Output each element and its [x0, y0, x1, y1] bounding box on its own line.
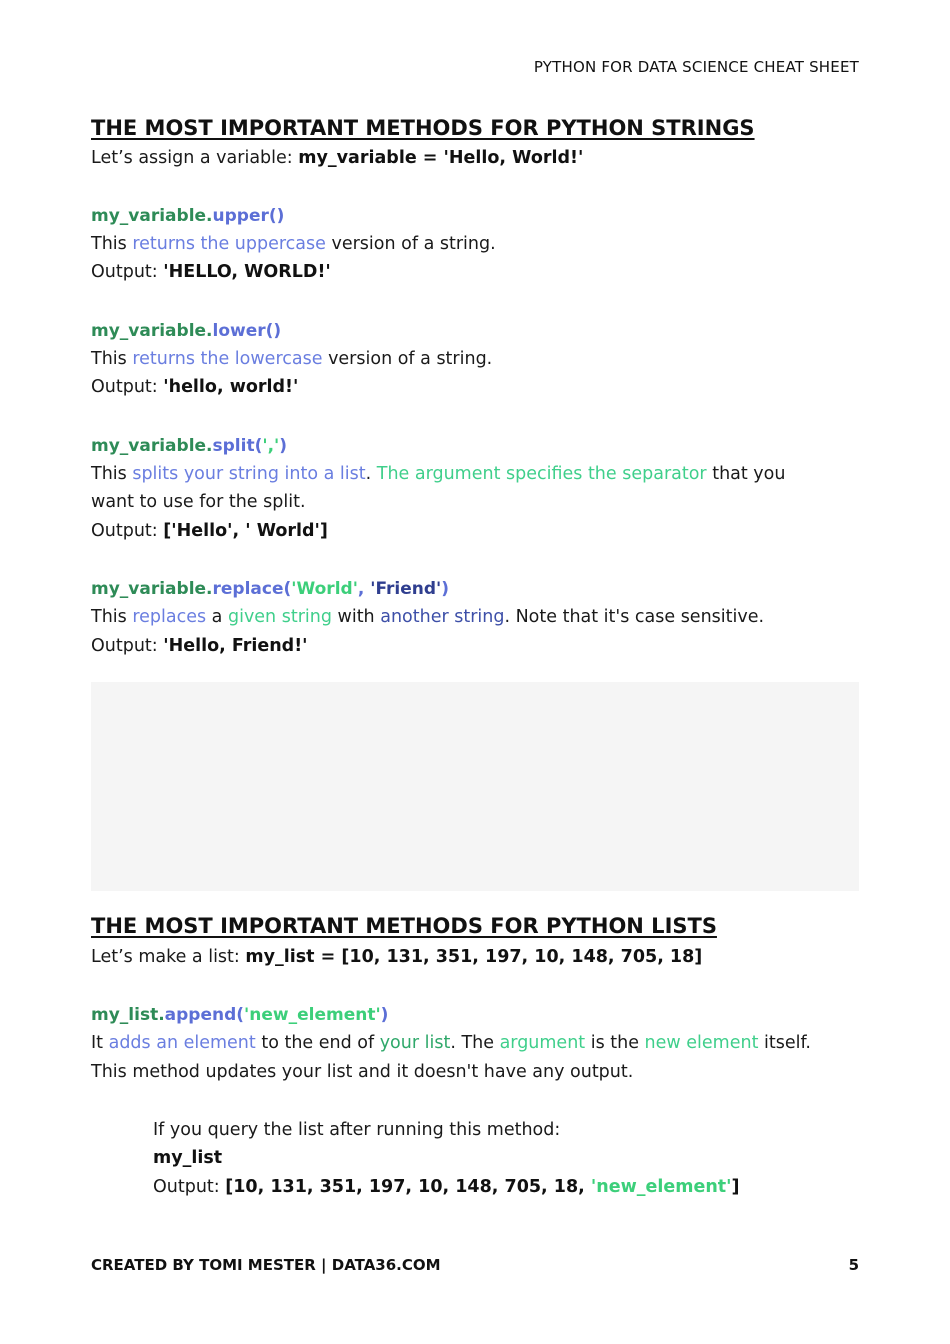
append-desc-highlight: argument [499, 1033, 586, 1053]
split-code-argument: ',' [262, 436, 280, 456]
append-output-new-element: 'new_element' [590, 1177, 732, 1197]
split-desc-highlight: splits your string into a list [132, 464, 366, 484]
lower-output-value: 'hello, world!' [163, 377, 299, 397]
append-desc-part: It [91, 1033, 109, 1053]
replace-method-code [91, 579, 449, 599]
split-code-object: my_variable. [91, 436, 213, 456]
replace-desc-highlight: another string [380, 607, 505, 627]
upper-method-code [91, 206, 284, 226]
upper-desc-part: This [91, 234, 133, 254]
append-desc-part: to the end of [255, 1033, 380, 1053]
lower-description [91, 349, 492, 369]
split-output [91, 521, 328, 541]
split-desc-highlight: The argument specifies the separator [376, 464, 707, 484]
strings-intro-code: my_variable = 'Hello, World!' [298, 148, 584, 168]
upper-output [91, 262, 331, 282]
split-method-code [91, 436, 287, 456]
lower-desc-part: version of a string. [322, 349, 493, 369]
replace-desc-part: . Note that it's case sensitive. [504, 607, 765, 627]
lower-output [91, 377, 298, 397]
replace-code-close: ) [441, 579, 450, 599]
upper-code-method: upper() [212, 206, 285, 226]
append-description [91, 1033, 811, 1053]
replace-code-object: my_variable. [91, 579, 213, 599]
append-output-close: ] [731, 1177, 740, 1197]
split-desc-part: . [365, 464, 377, 484]
replace-desc-part: This [91, 607, 133, 627]
append-code-method: append( [164, 1005, 245, 1025]
upper-output-label: Output: [91, 262, 164, 282]
append-output-label: Output: [153, 1177, 226, 1197]
append-desc-highlight: adds an element [108, 1033, 256, 1053]
replace-code-arg1: 'World' [291, 579, 358, 599]
replace-output [91, 636, 308, 656]
replace-desc-part: a [206, 607, 228, 627]
append-output-value: [10, 131, 351, 197, 10, 148, 705, 18, [225, 1177, 591, 1197]
lower-code-method: lower() [212, 321, 282, 341]
split-desc-part: that you [706, 464, 786, 484]
replace-output-value: 'Hello, Friend!' [163, 636, 308, 656]
append-desc-highlight: your list [379, 1033, 451, 1053]
append-description-cont: This method updates your list and it doesn't have any output. [91, 1062, 634, 1082]
replace-desc-part: with [331, 607, 381, 627]
split-output-value: ['Hello', ' World'] [163, 521, 328, 541]
lower-code-object: my_variable. [91, 321, 213, 341]
append-query-code: my_list [153, 1148, 223, 1168]
replace-output-label: Output: [91, 636, 164, 656]
split-code-close: ) [279, 436, 288, 456]
page-header-title: PYTHON FOR DATA SCIENCE CHEAT SHEET [533, 58, 859, 76]
strings-intro [91, 148, 583, 168]
split-description [91, 464, 785, 484]
append-code-object: my_list. [91, 1005, 165, 1025]
lower-method-code [91, 321, 281, 341]
append-desc-highlight: new element [644, 1033, 759, 1053]
append-method-code [91, 1005, 388, 1025]
split-output-label: Output: [91, 521, 164, 541]
append-code-close: ) [380, 1005, 389, 1025]
split-desc-part: This [91, 464, 133, 484]
append-desc-part: itself. [758, 1033, 811, 1053]
replace-desc-highlight: given string [227, 607, 332, 627]
append-desc-part: . The [450, 1033, 500, 1053]
strings-intro-text: Let’s assign a variable: [91, 148, 299, 168]
lower-output-label: Output: [91, 377, 164, 397]
lower-desc-part: This [91, 349, 133, 369]
split-code-method: split( [212, 436, 263, 456]
lists-intro-text: Let’s make a list: [91, 947, 246, 967]
upper-description [91, 234, 496, 254]
placeholder-panel [91, 682, 859, 891]
split-description-cont: want to use for the split. [91, 492, 306, 512]
lists-section-title: THE MOST IMPORTANT METHODS FOR PYTHON LISTS [91, 914, 717, 938]
append-query-text: If you query the list after running this method: [153, 1120, 561, 1140]
upper-output-value: 'HELLO, WORLD!' [163, 262, 331, 282]
replace-description [91, 607, 764, 627]
replace-desc-highlight: replaces [132, 607, 207, 627]
strings-section-title: THE MOST IMPORTANT METHODS FOR PYTHON STRINGS [91, 116, 755, 140]
replace-code-arg2: 'Friend' [370, 579, 442, 599]
footer-credit: CREATED BY TOMI MESTER | DATA36.COM [91, 1256, 441, 1274]
upper-desc-part: version of a string. [325, 234, 496, 254]
append-desc-part: is the [585, 1033, 645, 1053]
replace-code-method: replace( [212, 579, 292, 599]
append-code-argument: 'new_element' [244, 1005, 381, 1025]
append-output [153, 1177, 740, 1197]
lists-intro-code: my_list = [10, 131, 351, 197, 10, 148, 705, 18] [245, 947, 703, 967]
upper-code-object: my_variable. [91, 206, 213, 226]
upper-desc-highlight: returns the uppercase [132, 234, 326, 254]
page-number: 5 [848, 1256, 859, 1274]
lists-intro [91, 947, 702, 967]
lower-desc-highlight: returns the lowercase [132, 349, 323, 369]
replace-code-sep: , [357, 579, 371, 599]
